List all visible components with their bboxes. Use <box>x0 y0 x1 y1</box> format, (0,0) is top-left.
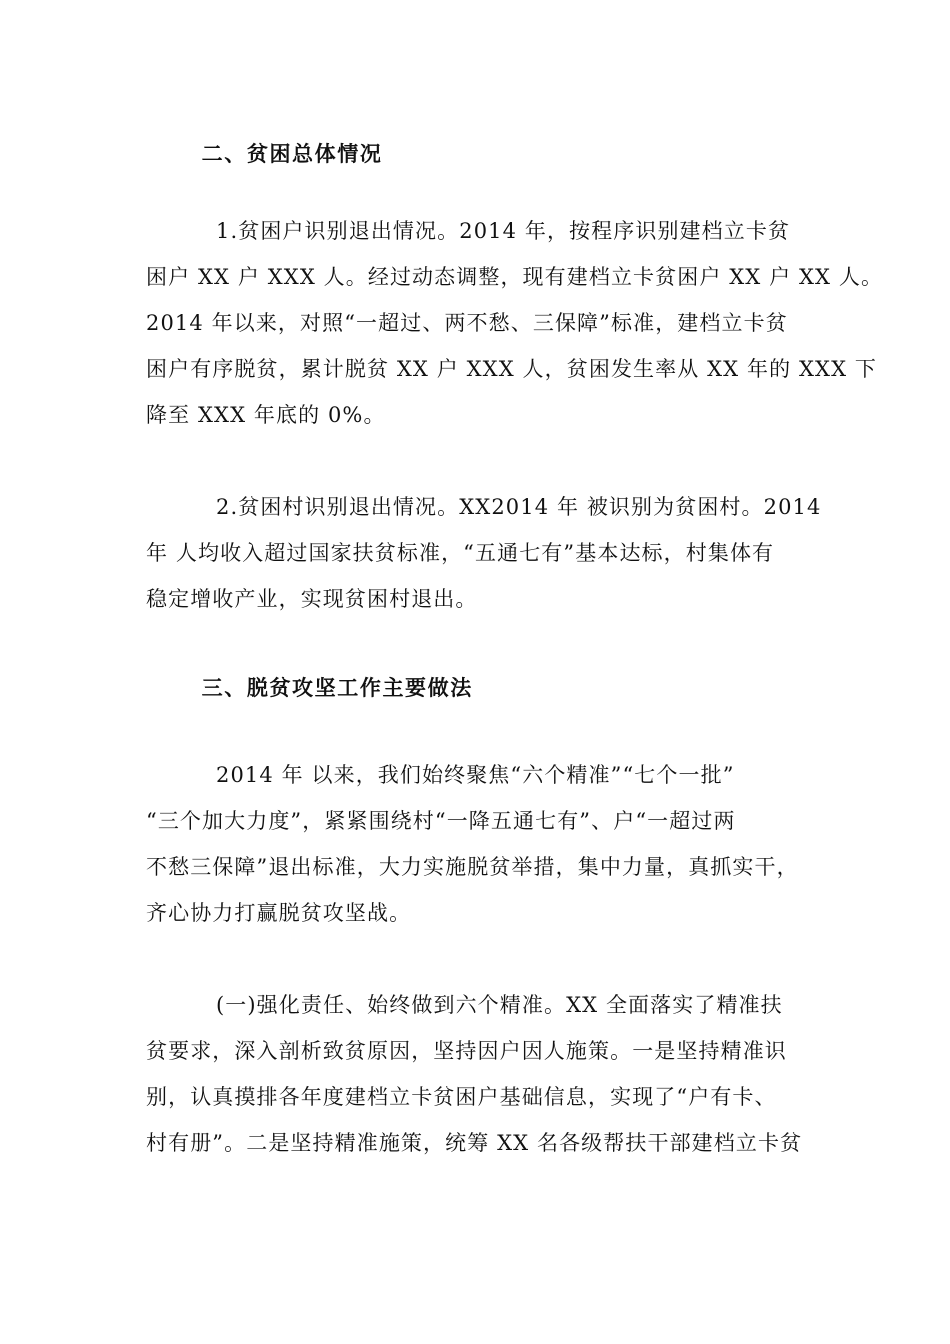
spacer <box>146 174 818 208</box>
paragraph-line: 齐心协力打赢脱贫攻坚战。 <box>146 901 412 925</box>
work-overview-paragraph <box>146 752 818 936</box>
paragraph-line: 2.贫困村识别退出情况。XX2014 年 被识别为贫困村。2014 <box>216 495 822 519</box>
spacer <box>146 622 818 668</box>
document-content <box>146 134 884 1166</box>
paragraph-line: 降至 XXX 年底的 0%。 <box>146 403 386 427</box>
paragraph-line: 不愁三保障”退出标准，大力实施脱贫举措，集中力量，真抓实干， <box>146 855 799 879</box>
paragraph-line: 贫要求，深入剖析致贫原因，坚持因户因人施策。一是坚持精准识 <box>146 1039 787 1063</box>
paragraph-line: 稳定增收产业，实现贫困村退出。 <box>146 587 478 611</box>
spacer <box>146 708 818 752</box>
responsibility-paragraph <box>146 982 818 1166</box>
paragraph-line: 别，认真摸排各年度建档立卡贫困户基础信息，实现了“户有卡、 <box>146 1085 777 1109</box>
paragraph-line: 1.贫困户识别退出情况。2014 年，按程序识别建档立卡贫 <box>216 219 791 243</box>
paragraph-line: 困户有序脱贫，累计脱贫 XX 户 XXX 人，贫困发生率从 XX 年的 XXX 下 <box>146 357 878 381</box>
section-3-heading: 三、脱贫攻坚工作主要做法 <box>201 675 473 700</box>
poverty-village-paragraph <box>146 484 822 622</box>
paragraph-line: 2014 年 以来，我们始终聚焦“六个精准”“七个一批” <box>216 763 735 787</box>
paragraph-line: (一)强化责任、始终做到六个精准。XX 全面落实了精准扶 <box>216 993 783 1017</box>
spacer <box>146 438 818 484</box>
paragraph-line: 2014 年以来，对照“一超过、两不愁、三保障”标准，建档立卡贫 <box>146 311 788 335</box>
paragraph-line: 困户 XX 户 XXX 人。经过动态调整，现有建档立卡贫困户 XX 户 XX 人。 <box>146 265 884 289</box>
paragraph-line: “三个加大力度”，紧紧围绕村“一降五通七有”、户“一超过两 <box>146 809 736 833</box>
section-2-heading: 二、贫困总体情况 <box>201 141 383 166</box>
poverty-household-paragraph <box>146 208 884 438</box>
paragraph-line: 村有册”。二是坚持精准施策，统筹 XX 名各级帮扶干部建档立卡贫 <box>146 1131 803 1155</box>
paragraph-line: 年 人均收入超过国家扶贫标准，“五通七有”基本达标，村集体有 <box>146 541 775 565</box>
spacer <box>146 936 818 982</box>
